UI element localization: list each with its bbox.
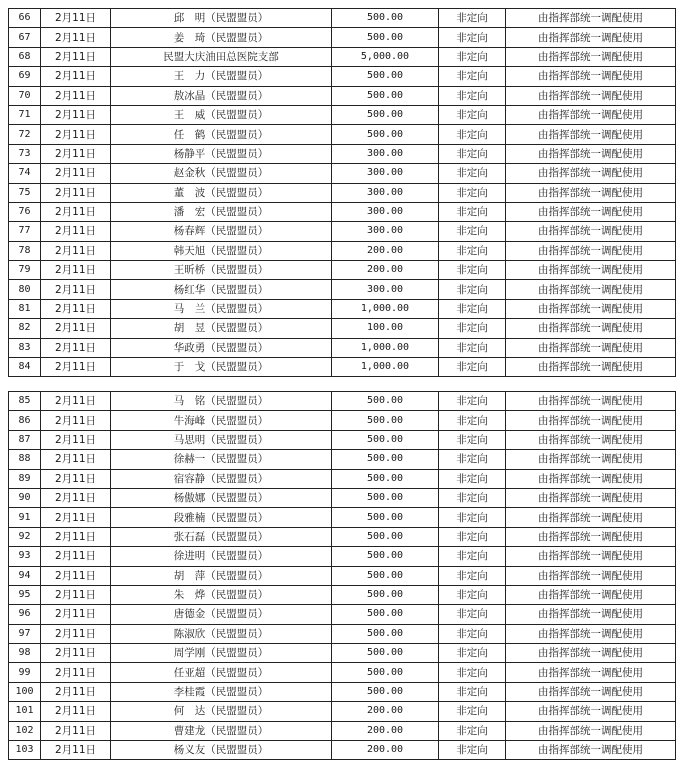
donation-date: 2月11日 (41, 222, 111, 241)
donation-date: 2月11日 (41, 721, 111, 740)
row-number: 84 (9, 358, 41, 377)
donation-type: 非定向 (439, 125, 506, 144)
table-row (9, 125, 676, 144)
donor-name: 任亚超（民盟盟员） (111, 663, 332, 682)
donation-amount: 200.00 (332, 261, 439, 280)
donation-type: 非定向 (439, 67, 506, 86)
row-number: 67 (9, 28, 41, 47)
donation-date: 2月11日 (41, 741, 111, 760)
donor-name: 王 力（民盟盟员） (111, 67, 332, 86)
row-number: 93 (9, 547, 41, 566)
usage-note: 由指挥部统一调配使用 (506, 47, 676, 66)
usage-note: 由指挥部统一调配使用 (506, 605, 676, 624)
row-number: 95 (9, 585, 41, 604)
donor-name: 于 戈（民盟盟员） (111, 358, 332, 377)
usage-note: 由指挥部统一调配使用 (506, 261, 676, 280)
donation-table-bottom (8, 391, 676, 760)
usage-note: 由指挥部统一调配使用 (506, 547, 676, 566)
donor-name: 马思明（民盟盟员） (111, 430, 332, 449)
table-row (9, 144, 676, 163)
usage-note: 由指挥部统一调配使用 (506, 164, 676, 183)
row-number: 98 (9, 644, 41, 663)
donation-amount: 500.00 (332, 682, 439, 701)
donor-name: 陈淑欣（民盟盟员） (111, 624, 332, 643)
donation-date: 2月11日 (41, 488, 111, 507)
donation-type: 非定向 (439, 358, 506, 377)
donation-amount: 500.00 (332, 86, 439, 105)
donation-date: 2月11日 (41, 280, 111, 299)
donation-amount: 500.00 (332, 105, 439, 124)
donation-type: 非定向 (439, 280, 506, 299)
table-row (9, 566, 676, 585)
donor-name: 曹建龙（民盟盟员） (111, 721, 332, 740)
donation-amount: 300.00 (332, 222, 439, 241)
row-number: 70 (9, 86, 41, 105)
table-row (9, 183, 676, 202)
donation-amount: 300.00 (332, 144, 439, 163)
donation-type: 非定向 (439, 144, 506, 163)
donation-amount: 500.00 (332, 508, 439, 527)
donation-type: 非定向 (439, 47, 506, 66)
table-row (9, 47, 676, 66)
donation-amount: 5,000.00 (332, 47, 439, 66)
donation-type: 非定向 (439, 605, 506, 624)
donor-name: 华政勇（民盟盟员） (111, 338, 332, 357)
donation-amount: 200.00 (332, 241, 439, 260)
donor-name: 姜 琦（民盟盟员） (111, 28, 332, 47)
row-number: 88 (9, 450, 41, 469)
donation-date: 2月11日 (41, 566, 111, 585)
usage-note: 由指挥部统一调配使用 (506, 469, 676, 488)
usage-note: 由指挥部统一调配使用 (506, 585, 676, 604)
donation-date: 2月11日 (41, 202, 111, 221)
donation-type: 非定向 (439, 721, 506, 740)
donor-name: 王昕桥（民盟盟员） (111, 261, 332, 280)
donor-name: 潘 宏（民盟盟员） (111, 202, 332, 221)
table-row (9, 319, 676, 338)
donation-date: 2月11日 (41, 164, 111, 183)
row-number: 99 (9, 663, 41, 682)
donation-date: 2月11日 (41, 105, 111, 124)
table-row (9, 338, 676, 357)
donation-amount: 500.00 (332, 644, 439, 663)
table-row (9, 241, 676, 260)
row-number: 68 (9, 47, 41, 66)
donation-date: 2月11日 (41, 702, 111, 721)
donor-name: 马 铭（民盟盟员） (111, 392, 332, 411)
usage-note: 由指挥部统一调配使用 (506, 144, 676, 163)
row-number: 83 (9, 338, 41, 357)
row-number: 80 (9, 280, 41, 299)
row-number: 73 (9, 144, 41, 163)
usage-note: 由指挥部统一调配使用 (506, 202, 676, 221)
donation-date: 2月11日 (41, 144, 111, 163)
donation-type: 非定向 (439, 202, 506, 221)
donation-amount: 1,000.00 (332, 338, 439, 357)
donation-type: 非定向 (439, 644, 506, 663)
table-row (9, 702, 676, 721)
donation-amount: 300.00 (332, 202, 439, 221)
table-row (9, 663, 676, 682)
donation-type: 非定向 (439, 222, 506, 241)
donation-amount: 500.00 (332, 605, 439, 624)
donor-name: 周学刚（民盟盟员） (111, 644, 332, 663)
donor-name: 民盟大庆油田总医院支部 (111, 47, 332, 66)
donation-date: 2月11日 (41, 261, 111, 280)
table-row (9, 585, 676, 604)
donation-date: 2月11日 (41, 319, 111, 338)
row-number: 90 (9, 488, 41, 507)
donation-type: 非定向 (439, 508, 506, 527)
donation-date: 2月11日 (41, 547, 111, 566)
donation-type: 非定向 (439, 164, 506, 183)
donation-amount: 500.00 (332, 67, 439, 86)
donation-amount: 500.00 (332, 585, 439, 604)
donation-date: 2月11日 (41, 338, 111, 357)
table-row (9, 430, 676, 449)
table-row (9, 605, 676, 624)
donor-name: 邱 明（民盟盟员） (111, 9, 332, 28)
donation-type: 非定向 (439, 527, 506, 546)
usage-note: 由指挥部统一调配使用 (506, 527, 676, 546)
row-number: 101 (9, 702, 41, 721)
table-row (9, 721, 676, 740)
donation-date: 2月11日 (41, 450, 111, 469)
usage-note: 由指挥部统一调配使用 (506, 392, 676, 411)
donor-name: 杨傲娜（民盟盟员） (111, 488, 332, 507)
table-row (9, 9, 676, 28)
usage-note: 由指挥部统一调配使用 (506, 280, 676, 299)
donation-type: 非定向 (439, 469, 506, 488)
donation-amount: 500.00 (332, 663, 439, 682)
donor-name: 胡 萍（民盟盟员） (111, 566, 332, 585)
donation-date: 2月11日 (41, 392, 111, 411)
donation-amount: 500.00 (332, 527, 439, 546)
donation-date: 2月11日 (41, 241, 111, 260)
table-row (9, 508, 676, 527)
row-number: 79 (9, 261, 41, 280)
donation-amount: 500.00 (332, 488, 439, 507)
donation-amount: 500.00 (332, 9, 439, 28)
donation-date: 2月11日 (41, 358, 111, 377)
donation-amount: 500.00 (332, 450, 439, 469)
donation-amount: 200.00 (332, 741, 439, 760)
donor-name: 宿容静（民盟盟员） (111, 469, 332, 488)
usage-note: 由指挥部统一调配使用 (506, 508, 676, 527)
donation-amount: 500.00 (332, 469, 439, 488)
row-number: 72 (9, 125, 41, 144)
usage-note: 由指挥部统一调配使用 (506, 28, 676, 47)
row-number: 82 (9, 319, 41, 338)
table-row (9, 411, 676, 430)
donation-date: 2月11日 (41, 9, 111, 28)
table-row (9, 527, 676, 546)
donor-name: 李桂霞（民盟盟员） (111, 682, 332, 701)
donor-name: 杨义友（民盟盟员） (111, 741, 332, 760)
donor-name: 赵金秋（民盟盟员） (111, 164, 332, 183)
table-row (9, 28, 676, 47)
donation-amount: 500.00 (332, 430, 439, 449)
donor-name: 徐进明（民盟盟员） (111, 547, 332, 566)
donor-name: 杨红华（民盟盟员） (111, 280, 332, 299)
donation-date: 2月11日 (41, 527, 111, 546)
row-number: 69 (9, 67, 41, 86)
usage-note: 由指挥部统一调配使用 (506, 624, 676, 643)
usage-note: 由指挥部统一调配使用 (506, 299, 676, 318)
usage-note: 由指挥部统一调配使用 (506, 663, 676, 682)
row-number: 96 (9, 605, 41, 624)
row-number: 85 (9, 392, 41, 411)
donation-date: 2月11日 (41, 86, 111, 105)
donation-date: 2月11日 (41, 430, 111, 449)
donation-amount: 500.00 (332, 624, 439, 643)
donation-type: 非定向 (439, 585, 506, 604)
table-row (9, 222, 676, 241)
donation-table-top (8, 8, 676, 377)
donation-type: 非定向 (439, 261, 506, 280)
donation-amount: 500.00 (332, 125, 439, 144)
donation-type: 非定向 (439, 241, 506, 260)
donation-type: 非定向 (439, 183, 506, 202)
donation-date: 2月11日 (41, 644, 111, 663)
donation-date: 2月11日 (41, 125, 111, 144)
donation-amount: 100.00 (332, 319, 439, 338)
donor-name: 王 威（民盟盟员） (111, 105, 332, 124)
table-row (9, 280, 676, 299)
usage-note: 由指挥部统一调配使用 (506, 9, 676, 28)
donor-name: 董 波（民盟盟员） (111, 183, 332, 202)
row-number: 91 (9, 508, 41, 527)
donation-date: 2月11日 (41, 67, 111, 86)
table-row (9, 624, 676, 643)
table-row (9, 488, 676, 507)
donation-amount: 200.00 (332, 702, 439, 721)
table-row (9, 202, 676, 221)
donation-date: 2月11日 (41, 28, 111, 47)
row-number: 94 (9, 566, 41, 585)
donation-amount: 300.00 (332, 183, 439, 202)
donation-date: 2月11日 (41, 47, 111, 66)
usage-note: 由指挥部统一调配使用 (506, 721, 676, 740)
donation-type: 非定向 (439, 741, 506, 760)
donation-date: 2月11日 (41, 585, 111, 604)
table-row (9, 644, 676, 663)
donation-type: 非定向 (439, 566, 506, 585)
donation-amount: 300.00 (332, 280, 439, 299)
table-row (9, 392, 676, 411)
donation-date: 2月11日 (41, 183, 111, 202)
usage-note: 由指挥部统一调配使用 (506, 67, 676, 86)
donation-type: 非定向 (439, 319, 506, 338)
row-number: 78 (9, 241, 41, 260)
donation-amount: 1,000.00 (332, 358, 439, 377)
usage-note: 由指挥部统一调配使用 (506, 411, 676, 430)
donation-amount: 200.00 (332, 721, 439, 740)
donor-name: 段雅楠（民盟盟员） (111, 508, 332, 527)
donation-type: 非定向 (439, 682, 506, 701)
table-row (9, 105, 676, 124)
table-row (9, 86, 676, 105)
donation-type: 非定向 (439, 488, 506, 507)
donation-type: 非定向 (439, 624, 506, 643)
usage-note: 由指挥部统一调配使用 (506, 644, 676, 663)
usage-note: 由指挥部统一调配使用 (506, 702, 676, 721)
donation-date: 2月11日 (41, 624, 111, 643)
row-number: 103 (9, 741, 41, 760)
row-number: 71 (9, 105, 41, 124)
row-number: 76 (9, 202, 41, 221)
usage-note: 由指挥部统一调配使用 (506, 566, 676, 585)
donation-type: 非定向 (439, 392, 506, 411)
donor-name: 任 鹤（民盟盟员） (111, 125, 332, 144)
donation-date: 2月11日 (41, 299, 111, 318)
donation-date: 2月11日 (41, 508, 111, 527)
donation-amount: 500.00 (332, 28, 439, 47)
donation-date: 2月11日 (41, 469, 111, 488)
usage-note: 由指挥部统一调配使用 (506, 222, 676, 241)
table-row (9, 547, 676, 566)
usage-note: 由指挥部统一调配使用 (506, 358, 676, 377)
donation-amount: 500.00 (332, 566, 439, 585)
row-number: 102 (9, 721, 41, 740)
usage-note: 由指挥部统一调配使用 (506, 741, 676, 760)
row-number: 77 (9, 222, 41, 241)
donation-type: 非定向 (439, 702, 506, 721)
donor-name: 唐德金（民盟盟员） (111, 605, 332, 624)
donation-type: 非定向 (439, 411, 506, 430)
donation-type: 非定向 (439, 105, 506, 124)
donation-amount: 300.00 (332, 164, 439, 183)
usage-note: 由指挥部统一调配使用 (506, 319, 676, 338)
table-row (9, 682, 676, 701)
donor-name: 敖冰晶（民盟盟员） (111, 86, 332, 105)
row-number: 75 (9, 183, 41, 202)
donor-name: 徐赫一（民盟盟员） (111, 450, 332, 469)
usage-note: 由指挥部统一调配使用 (506, 430, 676, 449)
donation-date: 2月11日 (41, 682, 111, 701)
table-row (9, 261, 676, 280)
donation-type: 非定向 (439, 663, 506, 682)
donation-type: 非定向 (439, 338, 506, 357)
table-row (9, 67, 676, 86)
row-number: 86 (9, 411, 41, 430)
row-number: 87 (9, 430, 41, 449)
usage-note: 由指挥部统一调配使用 (506, 241, 676, 260)
table-row (9, 741, 676, 760)
donor-name: 韩天旭（民盟盟员） (111, 241, 332, 260)
donor-name: 何 达（民盟盟员） (111, 702, 332, 721)
donor-name: 马 兰（民盟盟员） (111, 299, 332, 318)
row-number: 89 (9, 469, 41, 488)
usage-note: 由指挥部统一调配使用 (506, 682, 676, 701)
usage-note: 由指挥部统一调配使用 (506, 450, 676, 469)
usage-note: 由指挥部统一调配使用 (506, 338, 676, 357)
usage-note: 由指挥部统一调配使用 (506, 488, 676, 507)
donation-type: 非定向 (439, 86, 506, 105)
usage-note: 由指挥部统一调配使用 (506, 105, 676, 124)
donor-name: 朱 烨（民盟盟员） (111, 585, 332, 604)
row-number: 74 (9, 164, 41, 183)
donation-amount: 1,000.00 (332, 299, 439, 318)
donation-type: 非定向 (439, 450, 506, 469)
donor-name: 胡 昱（民盟盟员） (111, 319, 332, 338)
table-row (9, 164, 676, 183)
donor-name: 牛海峰（民盟盟员） (111, 411, 332, 430)
donation-date: 2月11日 (41, 605, 111, 624)
donor-name: 杨静平（民盟盟员） (111, 144, 332, 163)
row-number: 97 (9, 624, 41, 643)
table-row (9, 450, 676, 469)
donor-name: 张石磊（民盟盟员） (111, 527, 332, 546)
usage-note: 由指挥部统一调配使用 (506, 183, 676, 202)
row-number: 100 (9, 682, 41, 701)
row-number: 66 (9, 9, 41, 28)
donor-name: 杨春辉（民盟盟员） (111, 222, 332, 241)
donation-amount: 500.00 (332, 547, 439, 566)
row-number: 81 (9, 299, 41, 318)
table-row (9, 469, 676, 488)
donation-type: 非定向 (439, 28, 506, 47)
donation-type: 非定向 (439, 9, 506, 28)
donation-amount: 500.00 (332, 392, 439, 411)
row-number: 92 (9, 527, 41, 546)
donation-date: 2月11日 (41, 411, 111, 430)
table-row (9, 299, 676, 318)
usage-note: 由指挥部统一调配使用 (506, 86, 676, 105)
donation-date: 2月11日 (41, 663, 111, 682)
table-row (9, 358, 676, 377)
usage-note: 由指挥部统一调配使用 (506, 125, 676, 144)
donation-amount: 500.00 (332, 411, 439, 430)
donation-type: 非定向 (439, 299, 506, 318)
donation-type: 非定向 (439, 547, 506, 566)
donation-type: 非定向 (439, 430, 506, 449)
